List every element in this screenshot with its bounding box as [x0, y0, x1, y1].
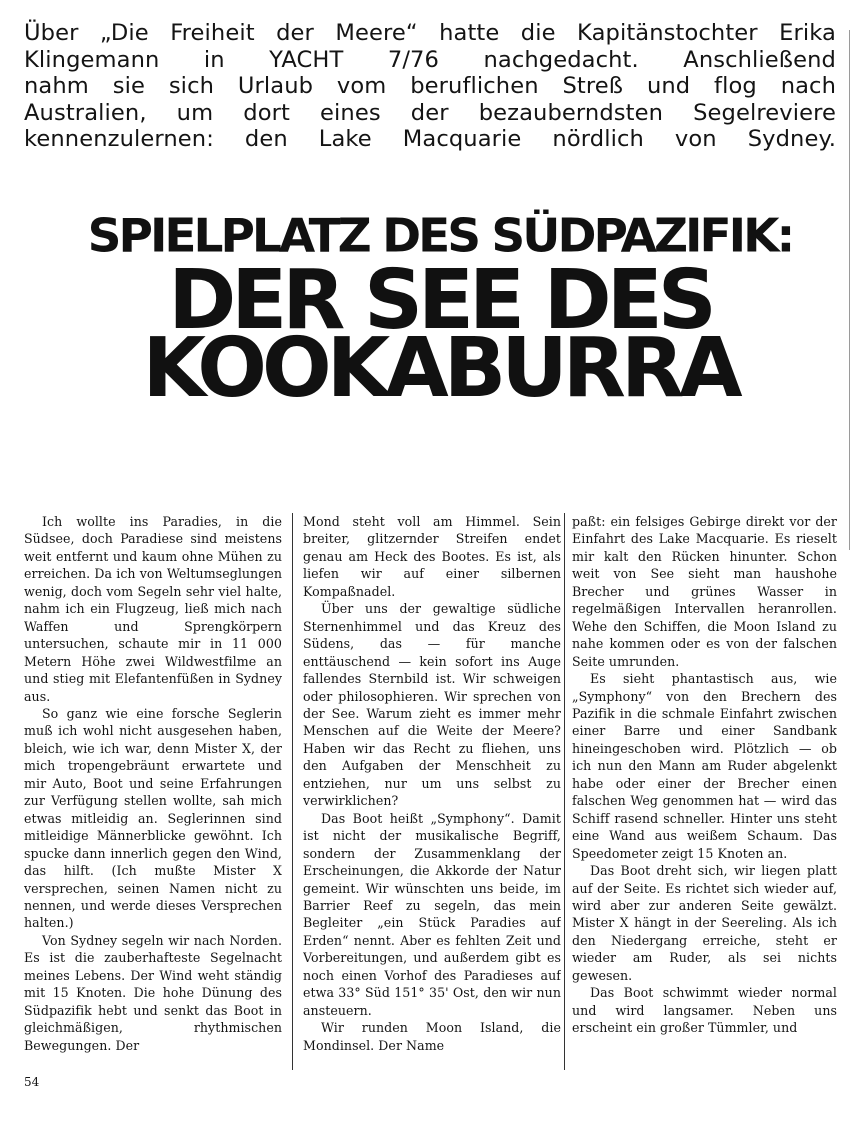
- paragraph: Mond steht voll am Himmel. Sein breiter, glitzernder Streifen endet genau am Heck des Bootes. Es ist, als liefen wir auf einer silbernen Kompaßnadel.: [303, 514, 561, 599]
- page-number: 54: [24, 1075, 40, 1089]
- paragraph: Über uns der gewaltige südliche Sternenhimmel und das Kreuz des Südens, das — für manche enttäuschend — kein sofort ins Auge fallendes Sternbild ist. Wir schweigen oder philosophieren. Wir sprechen von der See. Warum zieht es immer mehr Menschen auf die Weite der Meere? Haben wir das Recht zu fliehen, uns den Aufgaben der Menschheit zu entziehen, nur um uns selbst zu verwirklichen?: [303, 601, 561, 809]
- paragraph: Wir runden Moon Island, die Mondinsel. Der Name: [303, 1020, 561, 1053]
- headline-title-line-1: DER SEE DES: [168, 253, 712, 348]
- paragraph: Ich wollte ins Paradies, in die Südsee, doch Paradiese sind meistens weit entfernt und kaum ohne Mühen zu erreichen. Da ich von Weltumseglungen wenig, doch vom Segeln sehr viel halte, nahm ich ein Flugzeug, ließ mich nach Waffen und Sprengkörpern untersuchen, schaute mir in 11 000 Metern Höhe zwei Wildwestfilme an und stieg mit Elefantenfüßen in Sydney aus.: [24, 514, 282, 704]
- article-column-3: [572, 513, 837, 1073]
- paragraph: paßt: ein felsiges Gebirge direkt vor der Einfahrt des Lake Macquarie. Es rieselt mir kalt den Rücken hinunter. Schon weit von See sieht man haushohe Brecher und grünes Wasser in regelmäßigen Intervallen heranrollen. Wehe den Schiffen, die Moon Island zu nahe kommen oder es von der falschen Seite umrunden.: [572, 514, 837, 669]
- article-column-2: [303, 513, 561, 1073]
- column-rule: [564, 513, 565, 1070]
- paragraph: Das Boot heißt „Symphony“. Damit ist nicht der musikalische Begriff, sondern der Zusammenklang der Erscheinungen, die Akkorde der Natur gemeint. Wir wünschten uns beide, im Barrier Reef zu segeln, das mein Begleiter „ein Stück Paradies auf Erden“ nennt. Aber es fehlten Zeit und Vorbereitungen, und außerdem gibt es noch einen Vorhof des Paradieses auf etwa 33° Süd 151° 35' Ost, den wir nun ansteuern.: [303, 810, 561, 1018]
- intro-line: nahm sie sich Urlaub vom beruflichen Streß und flog nach: [24, 73, 836, 99]
- intro-line: kennenzulernen: den Lake Macquarie nördlich von Sydney.: [24, 126, 836, 152]
- paragraph: Das Boot schwimmt wieder normal und wird langsamer. Neben uns erscheint ein großer Tümmler, und: [572, 985, 837, 1036]
- headline-kicker: SPIELPLATZ DES SÜDPAZIFIK:: [87, 209, 793, 264]
- intro-line: Über „Die Freiheit der Meere“ hatte die Kapitänstochter Erika: [24, 20, 836, 46]
- intro-line: Australien, um dort eines der bezauberndsten Segelreviere: [24, 99, 836, 126]
- paragraph: Das Boot dreht sich, wir liegen platt auf der Seite. Es richtet sich wieder auf, wird aber zur anderen Seite gewälzt. Mister X hängt in der Seereling. Als ich den Niedergang erreiche, steht er wieder am Ruder, als sei nichts gewesen.: [572, 863, 837, 983]
- article-columns: [24, 513, 840, 1073]
- paragraph: Es sieht phantastisch aus, wie „Symphony“ von den Brechern des Pazifik in die schmale Einfahrt zwischen einer Barre und einer Sandbank hineingeschoben wird. Plötzlich — ob ich nun den Mann am Ruder abgelenkt habe oder einer der Brecher einen falschen Weg genommen hat — wird das Schiff rasend schneller. Hinter uns steht eine Wand aus weißem Schaum. Das Speedometer zeigt 15 Knoten an.: [572, 671, 837, 861]
- headline-title-line-2: KOOKABURRA: [142, 321, 738, 416]
- intro-text: [24, 20, 836, 153]
- column-rule: [292, 513, 293, 1070]
- paragraph: Von Sydney segeln wir nach Norden. Es ist die zauberhafteste Segelnacht meines Lebens. Der Wind weht ständig mit 15 Knoten. Die hohe Dünung des Südpazifik hebt und senkt das Boot in gleichmäßigen, rhythmischen Bewegungen. Der: [24, 932, 282, 1053]
- intro-line: Klingemann in YACHT 7/76 nachgedacht. Anschließend: [24, 46, 836, 73]
- paragraph: So ganz wie eine forsche Seglerin muß ich wohl nicht ausgesehen haben, bleich, wie ich war, denn Mister X, der mich tropengebräunt erwartete und mir Auto, Boot und seine Erfahrungen zur Verfügung stellen wollte, sah mich etwas mitleidig an. Seglerinnen sind mitleidige Männerblicke gewöhnt. Ich spucke dann innerlich gegen den Wind, das hilft. (Ich mußte Mister X versprechen, seinen Namen nicht zu nennen, und werde dieses Versprechen halten.): [24, 705, 282, 931]
- page-edge-line: [849, 30, 850, 550]
- article-column-1: [24, 513, 282, 1073]
